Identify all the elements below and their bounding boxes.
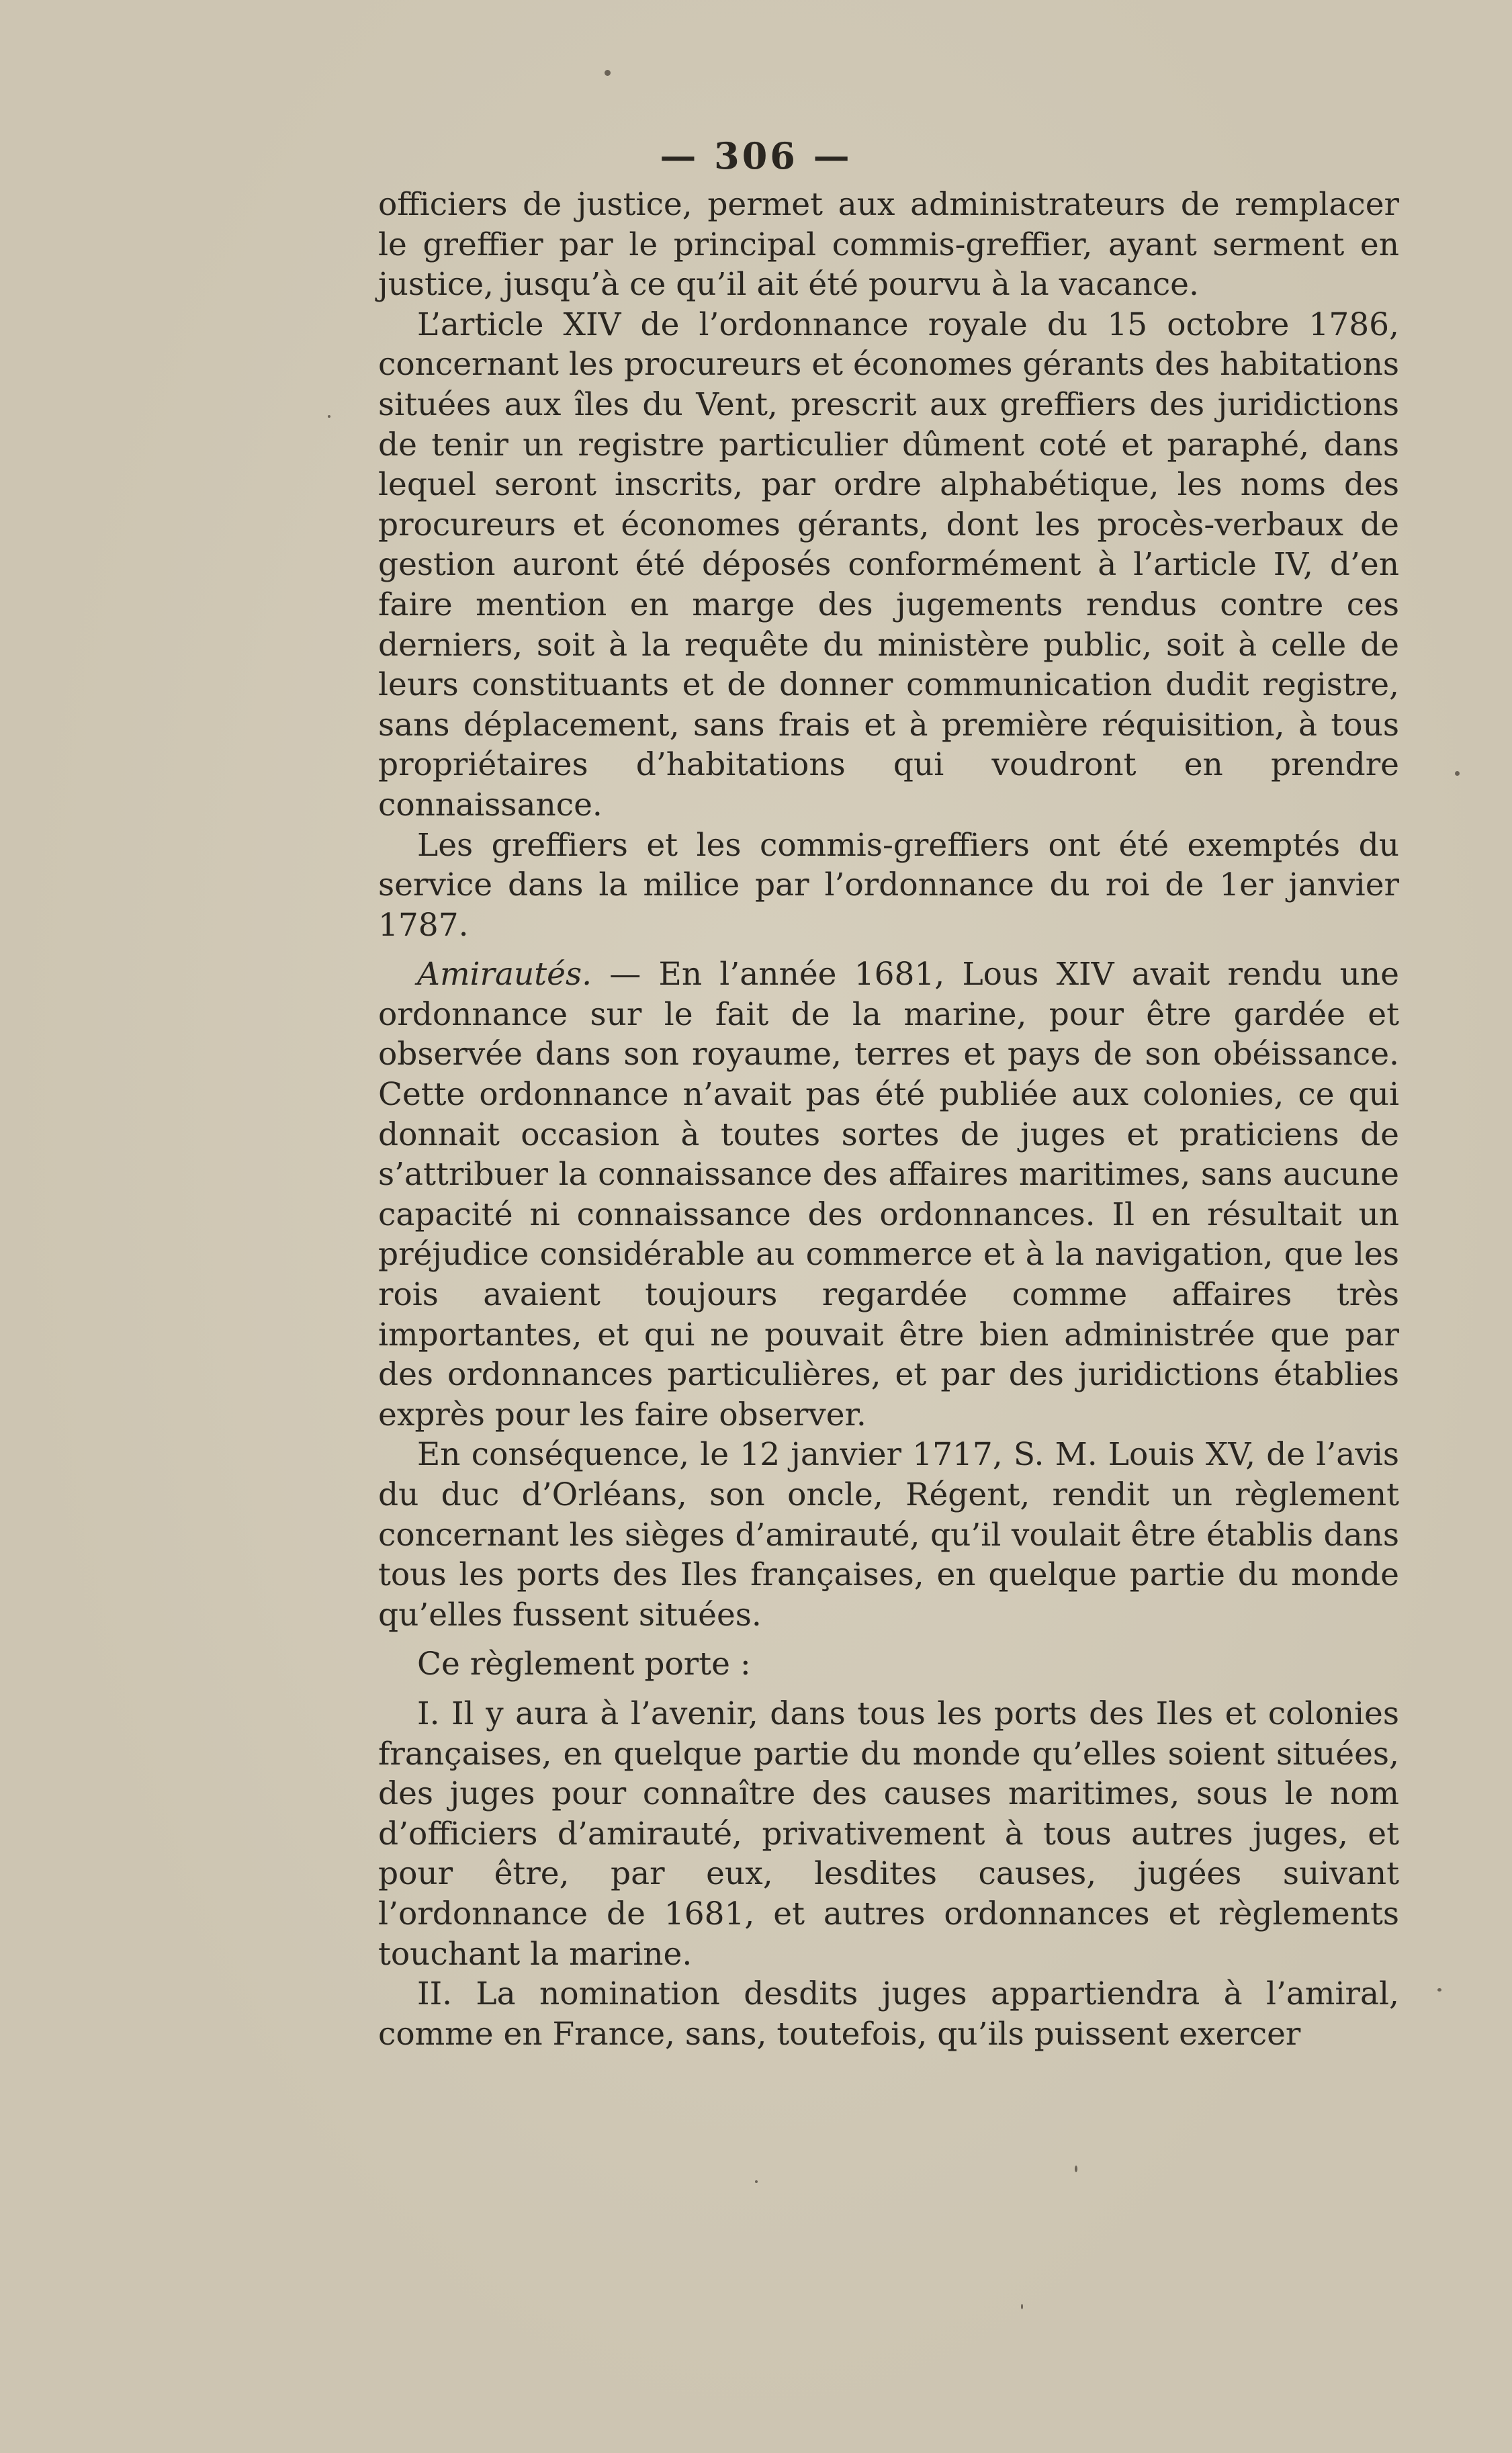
page-number: — 306 — <box>660 134 852 177</box>
paragraph-en-consequence: En conséquence, le 12 janvier 1717, S. M. Louis XV, de l’avis du duc d’Orléans, son oncle, Régent, rendit un règlement concernant les sièges d’amirauté, qu’il voulait être établis dans tous les ports des Iles françaises, en quelque partie du monde qu’elles fussent situées. <box>378 1436 1399 1634</box>
paragraph-amirautes <box>378 954 1399 1435</box>
paragraph-article-i: I. Il y aura à l’avenir, dans tous les ports des Iles et colonies françaises, en quelque partie du monde qu’elles soient situées, des juges pour connaître des causes maritimes, sous le nom d’officiers d’amirauté, privativement à tous autres juges, et pour être, par eux, lesdites causes, jugées suivant l’ordonnance de 1681, et autres ordonnances et règlements touchant la marine. <box>378 1695 1399 1973</box>
paper-speck <box>1455 771 1460 776</box>
paper-speck <box>328 415 330 418</box>
paragraph-amirautes-body: — En l’année 1681, Lous XIV avait rendu une ordonnance sur le fait de la marine, pour être gardée et observée dans son royaume, terres et pays de son obéissance. Cette ordonnance n’avait pas été publiée aux colonies, ce qui donnait occasion à toutes sortes de juges et praticiens de s’attribuer la connaissance des affaires maritimes, sans aucune capacité ni connaissance des ordonnances. Il en résultait un préjudice considérable au commerce et à la navigation, que les rois avaient toujours regardée comme affaires très importantes, et qui ne pouvait être bien administrée que par des ordonnances particulières, et par des juridictions établies exprès pour les faire observer. <box>378 956 1399 1433</box>
body-text <box>378 185 1399 2054</box>
paragraph-article-ii: II. La nomination desdits juges appartiendra à l’amiral, comme en France, sans, toutefois, qu’ils puissent exercer <box>378 1975 1399 2053</box>
paragraph-continuation: officiers de justice, permet aux administrateurs de remplacer le greffier par le principal commis-greffier, ayant serment en justice, jusqu’à ce qu’il ait été pourvu à la vacance. <box>378 186 1399 304</box>
paragraph-reglement-porte: Ce règlement porte : <box>417 1646 751 1683</box>
paper-speck <box>1437 1988 1441 1992</box>
paper-speck <box>1021 2304 1023 2309</box>
paragraph-article-xiv: L’article XIV de l’ordonnance royale du 15 octobre 1786, concernant les procureurs et économes gérants des habitations situées aux îles du Vent, prescrit aux greffiers des juridictions de tenir un registre particulier dûment coté et paraphé, dans lequel seront inscrits, par ordre alphabétique, les noms des procureurs et économes gérants, dont les procès-verbaux de gestion auront été déposés conformément à l’article IV, d’en faire mention en marge des jugements rendus contre ces derniers, soit à la requête du ministère public, soit à celle de leurs constituants et de donner communication dudit registre, sans déplacement, sans frais et à première réquisition, à tous propriétaires d’habitations qui voudront en prendre connaissance. <box>378 306 1399 823</box>
paper-speck <box>755 2180 758 2183</box>
section-heading-amirautes: Amirautés. <box>417 956 592 993</box>
paper-speck <box>1075 2166 1077 2172</box>
paper-speck <box>605 70 611 76</box>
paragraph-greffiers-milice: Les greffiers et les commis-greffiers ont été exemptés du service dans la milice par l’ordonnance du roi de 1er janvier 1787. <box>378 826 1399 944</box>
